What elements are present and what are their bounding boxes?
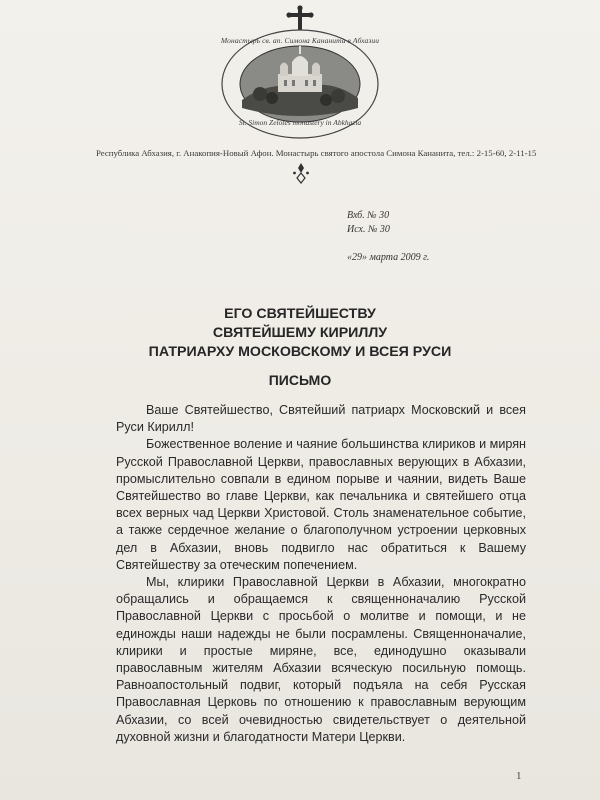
letterhead-address: Республика Абхазия, г. Анакопия-Новый Афон. Монастырь святого апостола Симона Кананита, тел.: 2-15-60, 2-11-15 [96,148,537,158]
document-references [347,210,547,266]
monastery-emblem [220,28,380,140]
addressee-line-3: ПАТРИАРХУ МОСКОВСКОМУ И ВСЕЯ РУСИ [148,344,452,360]
document-date: «29» марта 2009 г. [347,252,430,263]
paragraph-3: Мы, клирики Православной Церкви в Абхазии, многократно обращались и обращаемся к священноначалию Русской Православной Церкви с просьбой о молитве и помощи, и не единожды наши надежды не были посрамлены. Священноначалие, клирики и простые миряне, все, единодушно оказывали православным жителям Абхазии всяческую посильную помощь. Равноапостольный подвиг, который подъяла на себя Русская Православная Церковь по отношению к православным верующим Абхазии, со всей очевидностью свидетельствует о деятельной духовной жизни и благодатности Матери Церкви. [116,575,526,744]
emblem-top-text: Монастырь св. ап. Симона Кананита в Абхазии [220,36,380,45]
letter-body [116,402,526,746]
paragraph-salutation: Ваше Святейшество, Святейший патриарх Московский и всея Руси Кирилл! [116,403,526,435]
outgoing-number: Исх. № 30 [347,224,390,235]
addressee-line-2: СВЯТЕЙШЕМУ КИРИЛЛУ [212,325,388,341]
document-title: ПИСЬМО [268,372,332,388]
ornament-icon [292,162,310,184]
emblem-bottom-text: St. Simon Zelotes monastery in Abkhazia [238,118,362,127]
paragraph-2: Божественное воление и чаяние большинства клириков и мирян Русской Православной Церкви, православных верующих в Абхазии, промыслительно совпали в едином порыве и чаянии, видеть Ваше Святейшество во главе Церкви, как печальника и святейшего отца всех верных чад Церкви Христовой. Столь знаменательное событие, а также сердечное желание о благополучном устроении церковных дел в Абхазии, вновь подвигло нас обратиться к Вашему Святейшеству за отеческим попечением. [116,437,526,572]
incoming-number: Вхб. № 30 [347,210,390,221]
page-number: 1 [516,770,522,782]
addressee-block [60,305,540,362]
addressee-line-1: ЕГО СВЯТЕЙШЕСТВУ [224,306,376,322]
